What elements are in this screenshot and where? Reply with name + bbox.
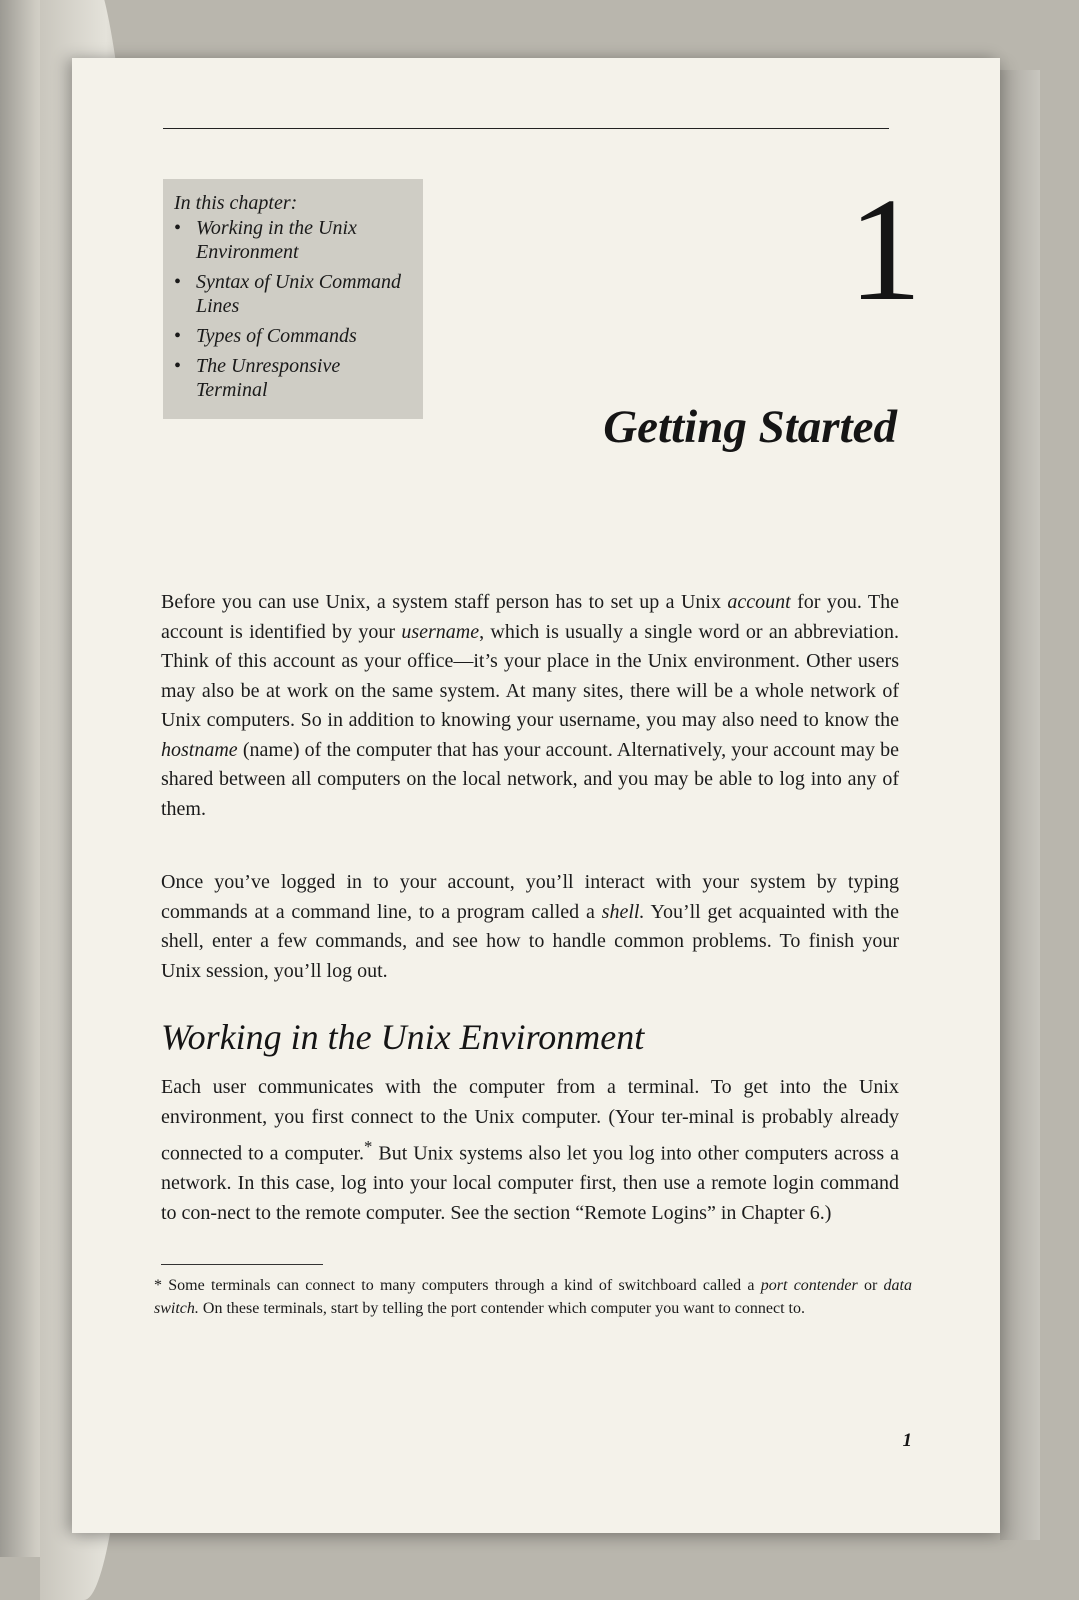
footnote-rule: [161, 1264, 323, 1265]
text-run: Once you’ve logged in to your account, you’ll interact with your system by typing commands at a command line, to a program called a: [161, 871, 899, 923]
text-run: * Some terminals can connect to many computers through a kind of switchboard called a: [154, 1277, 761, 1294]
intro-paragraph-1: [161, 588, 899, 824]
summary-item: • The Unresponsive Terminal: [174, 354, 411, 402]
text-run: for you. The account is identified by your: [161, 591, 899, 643]
summary-item: • Syntax of Unix Command Lines: [174, 270, 411, 318]
text-run: Each user communicates with the computer from a terminal. To get into the Unix environment, you first connect to the Unix computer. (Your ter-minal is probably already connected to a computer.: [161, 1076, 899, 1165]
text-run: (name) of the computer that has your account. Alternatively, your account may be shared between all computers on the local network, and you may be able to log into any of them.: [161, 738, 899, 820]
summary-item: • Types of Commands: [174, 324, 411, 348]
term-hostname: hostname: [161, 738, 238, 761]
text-run: or: [857, 1277, 884, 1294]
summary-item: • Working in the Unix Environment: [174, 216, 411, 264]
running-head-rule: [163, 114, 889, 129]
text-run: You’ll get acquainted with the shell, enter a few commands, and see how to handle common problems. To finish your Unix session, you’ll log out.: [161, 900, 899, 982]
term-port-contender: port contender: [760, 1277, 858, 1294]
book-page: [72, 58, 1000, 1533]
term-shell: shell.: [601, 900, 645, 923]
section-paragraph-1: [161, 1073, 899, 1228]
text-run: Before you can use Unix, a system staff person has to set up a Unix: [161, 591, 728, 613]
section-heading: Working in the Unix Environment: [161, 1017, 645, 1057]
chapter-summary-box: [163, 179, 423, 419]
summary-title: In this chapter:: [174, 192, 298, 214]
text-run: On these terminals, start by telling the port contender which computer you want to connect to.: [198, 1300, 805, 1317]
text-run: , which is usually a single word or an abbreviation. Think of this account as your office—it’s your place in the Unix environment. Other users may also be at work on the same system. At many sites, there will be a whole network of Unix computers. So in addition to knowing your username, you may also need to know the: [161, 620, 899, 731]
term-data-switch: data switch.: [154, 1277, 912, 1317]
page-number: 1: [902, 1430, 912, 1451]
page-stack-edge: [1000, 70, 1040, 1540]
term-username: username: [401, 620, 480, 643]
chapter-number: 1: [848, 168, 922, 332]
chapter-title: Getting Started: [603, 401, 897, 453]
summary-list: [174, 216, 411, 408]
footnote-marker: *: [364, 1137, 373, 1156]
text-run: But Unix systems also let you log into other computers across a network. In this case, log into your local computer first, then use a remote login command to con-nect to the remote computer. See the section “Remote Logins” in Chapter 6.): [161, 1142, 900, 1224]
footnote: [154, 1274, 912, 1320]
term-account: account: [727, 591, 791, 613]
intro-paragraph-2: [161, 868, 899, 986]
